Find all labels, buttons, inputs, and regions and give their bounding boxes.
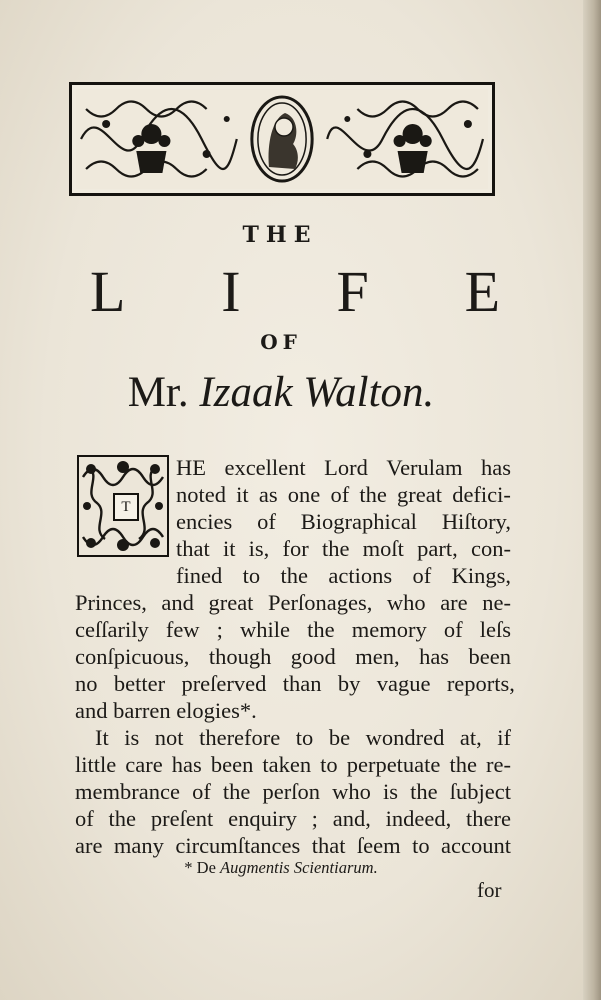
ornamental-headpiece bbox=[69, 82, 495, 196]
word: as bbox=[258, 482, 278, 507]
catchword: for bbox=[477, 878, 502, 902]
word: encies bbox=[176, 509, 233, 534]
footnote bbox=[0, 858, 562, 878]
decorated-initial bbox=[77, 455, 169, 557]
word: is bbox=[382, 779, 398, 804]
body-line bbox=[176, 535, 511, 562]
word: of bbox=[75, 806, 94, 831]
word: to bbox=[295, 725, 314, 750]
body-line bbox=[75, 616, 511, 643]
word: there bbox=[466, 806, 511, 831]
word: HE bbox=[176, 455, 206, 480]
body-line bbox=[75, 670, 515, 697]
word: fined bbox=[176, 563, 223, 588]
title-name bbox=[0, 368, 562, 417]
body-line bbox=[75, 643, 511, 670]
word: ne- bbox=[482, 590, 511, 615]
word: Biographical bbox=[300, 509, 417, 534]
word: and bbox=[161, 590, 194, 615]
word: reports, bbox=[446, 671, 515, 696]
word: to bbox=[412, 833, 430, 858]
word: few bbox=[165, 617, 200, 642]
page-edge bbox=[583, 0, 601, 1000]
word: conſpicuous, bbox=[75, 644, 190, 669]
word: Kings, bbox=[451, 563, 511, 588]
word: and, bbox=[332, 806, 371, 831]
word: that bbox=[311, 833, 346, 858]
word: the bbox=[307, 617, 335, 642]
title-name-prefix: Mr. bbox=[127, 369, 189, 416]
word: great bbox=[397, 482, 443, 507]
word: re- bbox=[486, 752, 511, 777]
title-life bbox=[90, 258, 500, 325]
word: ; bbox=[311, 806, 318, 831]
word: Verulam bbox=[386, 455, 463, 480]
word: for bbox=[282, 536, 309, 561]
word: though bbox=[208, 644, 272, 669]
word: Lord bbox=[324, 455, 368, 480]
word: ſubject bbox=[449, 779, 511, 804]
word: ceſſarily bbox=[75, 617, 149, 642]
word: circumſtances bbox=[175, 833, 301, 858]
word: are bbox=[75, 833, 103, 858]
word: perſon bbox=[262, 779, 321, 804]
drop-cap-letter: T bbox=[113, 493, 139, 521]
word: excellent bbox=[224, 455, 306, 480]
word: vague bbox=[376, 671, 431, 696]
word: Hiſtory, bbox=[441, 509, 511, 534]
body-line bbox=[75, 589, 511, 616]
word: at, bbox=[459, 725, 482, 750]
word: memory bbox=[351, 617, 427, 642]
word: of bbox=[192, 779, 211, 804]
word: has bbox=[419, 644, 450, 669]
footnote-marker: * De bbox=[184, 858, 221, 877]
word: noted bbox=[176, 482, 226, 507]
word: is, bbox=[248, 536, 270, 561]
word: of bbox=[257, 509, 276, 534]
word: the bbox=[410, 779, 438, 804]
body-line bbox=[75, 832, 511, 859]
word: of bbox=[330, 482, 350, 507]
body-line bbox=[176, 562, 511, 589]
word: the bbox=[359, 482, 387, 507]
word: wondred bbox=[365, 725, 445, 750]
word: has bbox=[171, 752, 202, 777]
word: leſs bbox=[479, 617, 511, 642]
word: the bbox=[222, 779, 251, 804]
title-life-letter: I bbox=[221, 259, 241, 324]
word: many bbox=[113, 833, 164, 858]
body-line bbox=[75, 778, 511, 805]
body-line bbox=[176, 454, 511, 481]
title-life-letter: E bbox=[464, 259, 500, 324]
word: to bbox=[242, 563, 261, 588]
word: defici- bbox=[452, 482, 511, 507]
word: one bbox=[287, 482, 321, 507]
word: not bbox=[154, 725, 184, 750]
word: the bbox=[280, 563, 308, 588]
word: care bbox=[125, 752, 163, 777]
word: con- bbox=[470, 536, 511, 561]
word: membrance bbox=[75, 779, 180, 804]
body-line bbox=[176, 481, 511, 508]
word: been bbox=[210, 752, 254, 777]
word: of bbox=[443, 617, 463, 642]
word: account bbox=[441, 833, 511, 858]
word: been bbox=[468, 644, 511, 669]
word: men, bbox=[355, 644, 400, 669]
title-the: THE bbox=[242, 222, 318, 248]
headpiece-ornament-icon bbox=[76, 89, 488, 189]
body-line bbox=[75, 751, 511, 778]
word: good bbox=[290, 644, 336, 669]
word: preſent bbox=[150, 806, 214, 831]
word: part, bbox=[417, 536, 458, 561]
word: enquiry bbox=[228, 806, 297, 831]
word: Princes, bbox=[75, 590, 147, 615]
word: little bbox=[75, 752, 117, 777]
word: better bbox=[113, 671, 166, 696]
title-of: OF bbox=[260, 330, 302, 354]
word: it bbox=[222, 536, 236, 561]
word: be bbox=[328, 725, 351, 750]
word: indeed, bbox=[385, 806, 452, 831]
word: who bbox=[386, 590, 426, 615]
title-life-letter: L bbox=[90, 259, 126, 324]
word: while bbox=[240, 617, 291, 642]
word: if bbox=[497, 725, 511, 750]
body-line bbox=[176, 508, 511, 535]
word: no bbox=[75, 671, 98, 696]
word: are bbox=[440, 590, 468, 615]
word: than bbox=[282, 671, 322, 696]
body-line bbox=[95, 724, 511, 751]
word: that bbox=[176, 536, 210, 561]
word: actions bbox=[328, 563, 393, 588]
body-line bbox=[75, 805, 511, 832]
body-line: and barren elogies*. bbox=[75, 698, 257, 723]
word: great bbox=[208, 590, 254, 615]
word: to bbox=[320, 752, 338, 777]
word: the bbox=[449, 752, 477, 777]
word: the bbox=[321, 536, 350, 561]
word: Perſonages, bbox=[267, 590, 373, 615]
word: it bbox=[236, 482, 249, 507]
word: by bbox=[337, 671, 361, 696]
word: perpetuate bbox=[346, 752, 441, 777]
word: ; bbox=[216, 617, 223, 642]
word: of bbox=[412, 563, 432, 588]
word: has bbox=[481, 455, 511, 480]
word: It bbox=[95, 725, 109, 750]
title-name-italic: Izaak Walton. bbox=[199, 369, 435, 416]
word: preſerved bbox=[181, 671, 267, 696]
word: the bbox=[108, 806, 137, 831]
word: taken bbox=[262, 752, 312, 777]
word: is bbox=[124, 725, 140, 750]
word: therefore bbox=[199, 725, 281, 750]
title-life-letter: F bbox=[336, 259, 369, 324]
word: ſeem bbox=[356, 833, 401, 858]
word: who bbox=[332, 779, 371, 804]
footnote-title: Augmentis Scientiarum. bbox=[220, 858, 378, 877]
word: moſt bbox=[362, 536, 404, 561]
